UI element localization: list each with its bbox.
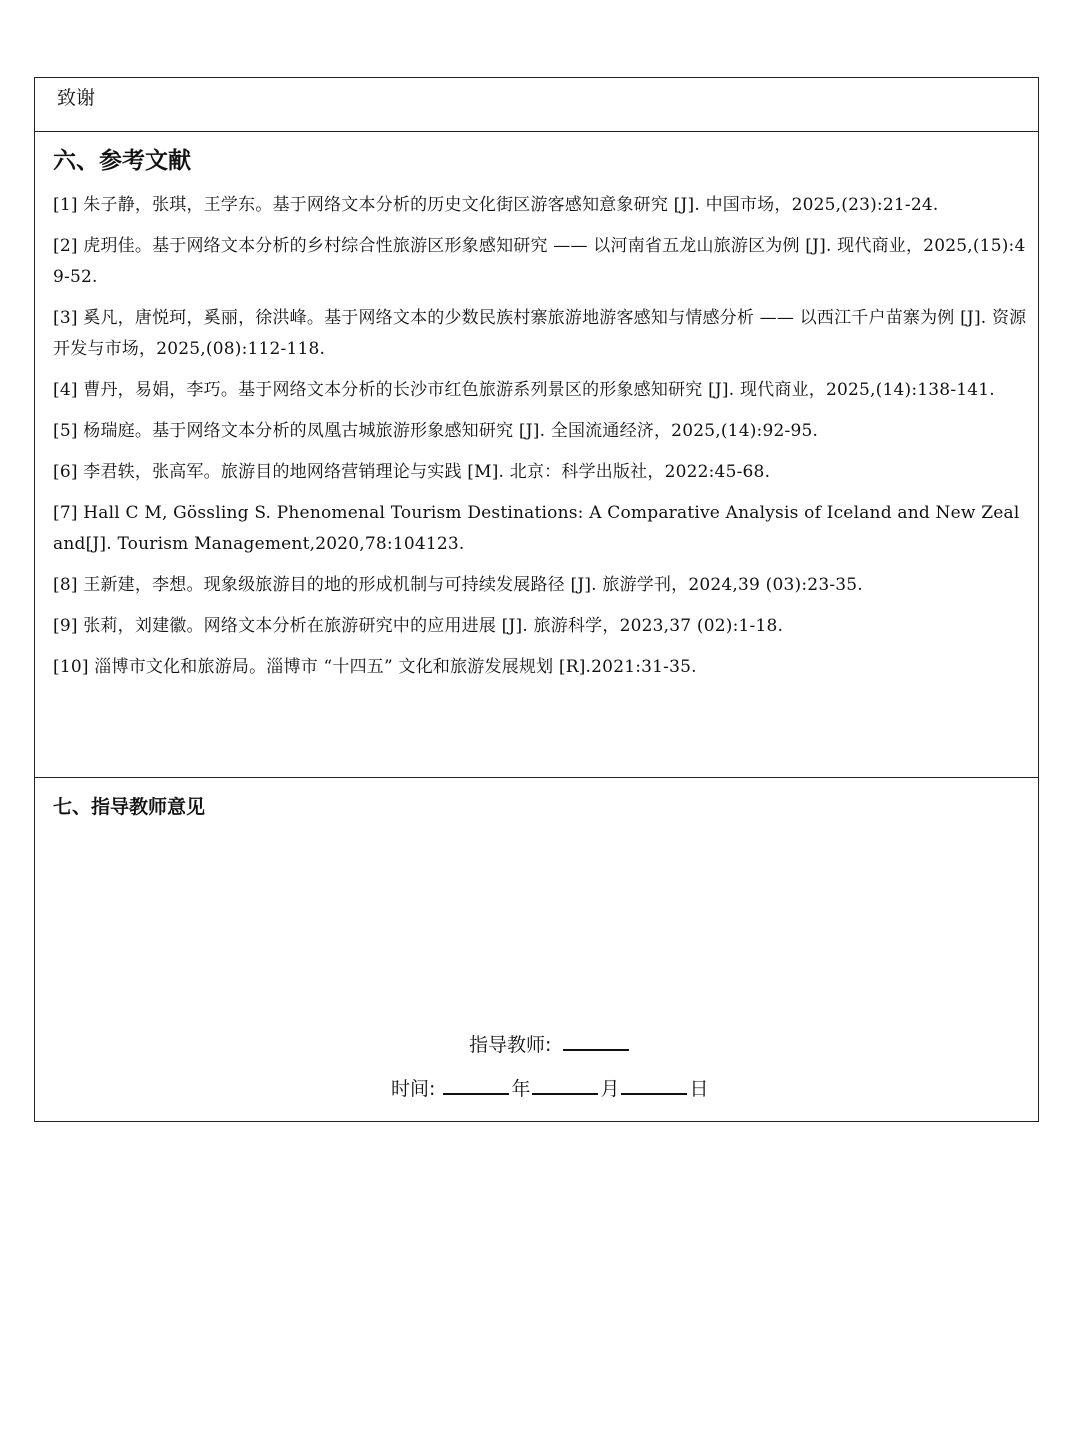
reference-item: [8] 王新建，李想。现象级旅游目的地的形成机制与可持续发展路径 [J]. 旅游学刊，2024,39 (03):23-35. <box>53 575 863 595</box>
year-label: 年 <box>511 1078 531 1100</box>
acknowledgement-row <box>35 78 1038 131</box>
reference-item: [10] 淄博市文化和旅游局。淄博市 “十四五” 文化和旅游发展规划 [R].2021:31-35. <box>53 657 697 677</box>
reference-item: [1] 朱子静，张琪，王学东。基于网络文本分析的历史文化街区游客感知意象研究 [J]. 中国市场，2025,(23):21-24. <box>53 195 939 215</box>
report-form <box>34 77 1039 1122</box>
day-blank[interactable] <box>621 1092 687 1095</box>
teacher-signature-label: 指导教师: <box>469 1034 552 1056</box>
reference-item: [4] 曹丹，易娟，李巧。基于网络文本分析的长沙市红色旅游系列景区的形象感知研究 [J]. 现代商业，2025,(14):138-141. <box>53 380 995 400</box>
reference-item: [7] Hall C M, Gössling S. Phenomenal Tourism Destinations: A Comparative Analysis of Iceland and New Zealand[J]. Tourism Management,2020,78:104123. <box>53 503 1020 554</box>
date-label: 时间: <box>391 1078 436 1100</box>
year-blank[interactable] <box>443 1092 509 1095</box>
references-section <box>35 131 1038 777</box>
month-blank[interactable] <box>532 1092 598 1095</box>
references-title: 六、参考文献 <box>53 148 191 174</box>
reference-item: [5] 杨瑞庭。基于网络文本分析的凤凰古城旅游形象感知研究 [J]. 全国流通经济，2025,(14):92-95. <box>53 421 819 441</box>
date-line <box>391 1076 709 1102</box>
reference-item: [3] 奚凡，唐悦珂，奚丽，徐洪峰。基于网络文本的少数民族村寨旅游地游客感知与情感分析 —— 以西江千户苗寨为例 [J]. 资源开发与市场，2025,(08):112-118. <box>53 308 1027 359</box>
reference-item: [2] 虎玥佳。基于网络文本分析的乡村综合性旅游区形象感知研究 —— 以河南省五龙山旅游区为例 [J]. 现代商业，2025,(15):49-52. <box>53 236 1026 287</box>
acknowledgement-label: 致谢 <box>57 87 96 109</box>
reference-list <box>53 190 1028 683</box>
reference-item: [9] 张莉，刘建徽。网络文本分析在旅游研究中的应用进展 [J]. 旅游科学，2023,37 (02):1-18. <box>53 616 784 636</box>
teacher-signature-blank[interactable] <box>563 1048 629 1051</box>
reference-item: [6] 李君轶，张高军。旅游目的地网络营销理论与实践 [M]. 北京：科学出版社，2022:45-68. <box>53 462 771 482</box>
month-label: 月 <box>600 1078 620 1100</box>
advisor-opinion-section <box>35 777 1038 1121</box>
teacher-signature-line <box>469 1032 631 1058</box>
advisor-opinion-title: 七、指导教师意见 <box>53 796 206 818</box>
day-label: 日 <box>689 1078 709 1100</box>
